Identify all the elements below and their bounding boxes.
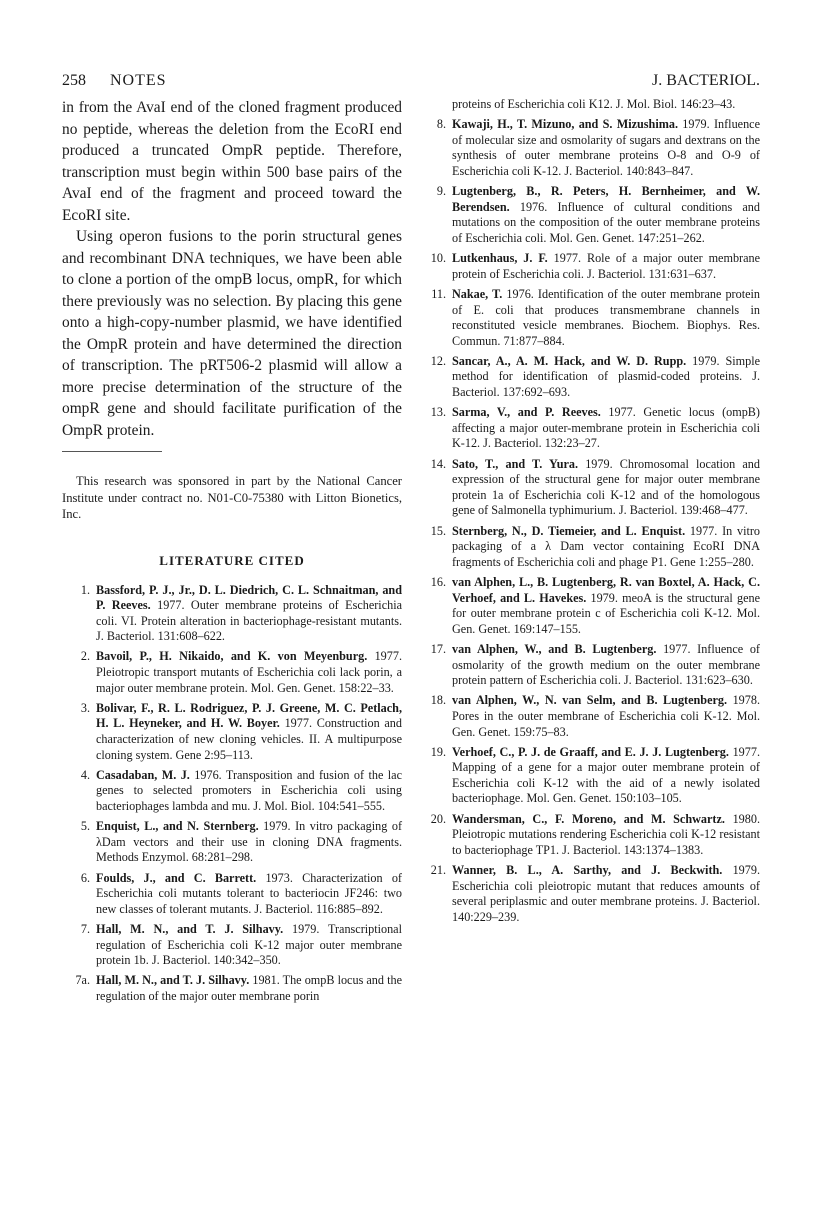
reference-details: 1979. Transcriptional regulation of Escherichia coli K-12 major outer membrane protein 1b. J. Bacteriol. 140:342–350. [96, 921, 402, 968]
reference-number: 4. [80, 767, 90, 782]
acknowledgement-note: This research was sponsored in part by the National Cancer Institute under contract no. N01-C0-75380 with Litton Bionetics, Inc. [62, 474, 402, 521]
literature-cited-heading: LITERATURE CITED [159, 552, 305, 568]
reference-authors: Nakae, T. [452, 286, 503, 301]
reference-item [62, 583, 402, 645]
reference-number: 18. [430, 693, 446, 708]
reference-item [418, 745, 760, 807]
reference-number: 2. [80, 649, 90, 664]
reference-details: 1979. Escherichia coli pleiotropic mutant that reduces amounts of several periplasmic and outer membrane proteins. J. Bacteriol. 140:229–239. [452, 863, 760, 924]
reference-item [62, 649, 402, 696]
reference-number: 12. [430, 353, 446, 368]
body-paragraph-2: Using operon fusions to the porin structural genes and recombinant DNA techniques, we have been able to clone a portion of the ompB locus, ompR, for which there previously was no selection. By placing this gene onto a high-copy-number plasmid, we have identified the OmpR protein and have determined the direction of transcription. The pRT506-2 plasmid will allow a more precise determination of the structure of the ompR gene and should facilitate purification of the OmpR protein. [62, 228, 402, 439]
reference-number: 7a. [75, 973, 90, 988]
reference-details: 1979. Simple method for identification of plasmid-coded proteins. J. Bacteriol. 137:692–693. [452, 353, 760, 400]
reference-authors: Lugtenberg, B., R. Peters, H. Bernheimer, and W. Berendsen. [452, 184, 760, 214]
reference-authors: Bassford, P. J., Jr., D. L. Diedrich, C. L. Schnaitman, and P. Reeves. [96, 582, 402, 613]
reference-item [62, 973, 402, 1004]
reference-authors: Sternberg, N., D. Tiemeier, and L. Enquist. [452, 523, 686, 538]
section-title: NOTES [110, 72, 167, 89]
reference-authors: Sancar, A., A. M. Hack, and W. D. Rupp. [452, 353, 687, 368]
reference-number: 7. [80, 921, 90, 936]
reference-item [418, 863, 760, 925]
reference-authors: van Alphen, W., N. van Selm, and B. Lugtenberg. [452, 693, 728, 708]
reference-details: 1979. meoA is the structural gene for outer membrane protein c of Escherichia coli K-12. Mol. Gen. Genet. 169:147–155. [452, 590, 760, 636]
page-header [62, 72, 760, 92]
reference-number: 15. [430, 523, 446, 538]
reference-number: 3. [80, 700, 90, 715]
reference-authors: Sato, T., and T. Yura. [452, 456, 579, 471]
reference-number: 13. [430, 405, 446, 420]
reference-details: 1977. Mapping of a gene for a major outer membrane protein of Escherichia coli K-12 with the aid of a newly isolated bacteriophage. Mol. Gen. Genet. 150:103–105. [452, 744, 760, 806]
reference-details: 1978. Pores in the outer membrane of Escherichia coli K-12. Mol. Gen. Genet. 159:75–83. [452, 693, 761, 739]
reference-authors: Bolivar, F., R. L. Rodriguez, P. J. Greene, M. C. Petlach, H. L. Heyneker, and H. W. Boyer. [96, 700, 402, 731]
reference-authors: Verhoef, C., P. J. de Graaff, and E. J. J. Lugtenberg. [452, 744, 729, 759]
reference-item [418, 642, 760, 689]
reference-number: 6. [80, 870, 90, 885]
reference-details: 1979. In vitro packaging of λDam vectors and their use in cloning DNA fragments. Methods Enzymol. 68:281–298. [96, 819, 402, 865]
reference-item [62, 768, 402, 815]
reference-authors: Hall, M. N., and T. J. Silhavy. [96, 921, 284, 936]
reference-number: 5. [80, 819, 90, 834]
reference-authors: Hall, M. N., and T. J. Silhavy. [96, 973, 250, 988]
reference-item [62, 871, 402, 918]
reference-authors: van Alphen, L., B. Lugtenberg, R. van Boxtel, A. Hack, C. Verhoef, and L. Havekes. [452, 574, 760, 605]
reference-list-left [62, 583, 402, 1005]
reference-details: 1979. Influence of molecular size and osmolarity of sugars and dextrans on the synthesis of outer membrane proteins O-8 and O-9 of Escherichia coli K-12. J. Bacteriol. 140:843–847. [452, 117, 760, 178]
reference-item [418, 524, 760, 571]
reference-details: 1977. Pleiotropic transport mutants of Escherichia coli lack porin, a major outer membrane protein. Mol. Gen. Genet. 158:22–33. [96, 649, 403, 695]
reference-details: 1979. Chromosomal location and expression of the structural gene for major outer membrane protein 1a of Escherichia coli K-12 and of the homologous gene of Salmonella typhimurium. J. Bacteriol. 139:468–477. [452, 456, 760, 518]
reference-item [418, 117, 760, 179]
reference-number: 8. [436, 117, 446, 132]
journal-name: J. BACTERIOL. [652, 72, 760, 89]
reference-number: 9. [436, 184, 446, 199]
reference-item [62, 922, 402, 969]
reference-details: 1976. Identification of the outer membrane protein of E. coli that produces transmembrane channels in reconstituted vesicle membranes. Biochem. Biophys. Res. Commun. 71:877–884. [452, 286, 760, 348]
reference-item [418, 354, 760, 401]
reference-number: 11. [431, 286, 446, 301]
reference-details: 1977. Role of a major outer membrane protein of Escherichia coli. J. Bacteriol. 131:631–637. [452, 251, 761, 281]
left-column [62, 97, 402, 1009]
reference-item [418, 812, 760, 859]
reference-authors: Enquist, L., and N. Sternberg. [96, 819, 259, 834]
reference-authors: van Alphen, W., and B. Lugtenberg. [452, 641, 657, 656]
reference-item [418, 405, 760, 452]
reference-number: 19. [430, 744, 446, 759]
reference-item [418, 575, 760, 637]
right-column [418, 97, 760, 930]
reference-list-right [418, 117, 760, 925]
reference-authors: Casadaban, M. J. [96, 767, 190, 782]
reference-details: 1981. The ompB locus and the regulation of the major outer membrane porin [96, 973, 402, 1003]
reference-item [418, 287, 760, 349]
reference-details: 1973. Characterization of Escherichia coli mutants tolerant to bacteriocin JF246: two new classes of tolerant mutants. J. Bacteriol. 116:885–892. [96, 870, 402, 916]
reference-item [62, 701, 402, 763]
reference-continuation: proteins of Escherichia coli K12. J. Mol. Biol. 146:23–43. [452, 97, 736, 111]
reference-authors: Lutkenhaus, J. F. [452, 251, 548, 266]
reference-details: 1980. Pleiotropic mutations rendering Escherichia coli K-12 resistant to bacteriophage TP1. J. Bacteriol. 143:1374–1383. [452, 811, 761, 857]
reference-number: 1. [80, 582, 90, 597]
reference-authors: Foulds, J., and C. Barrett. [96, 870, 257, 885]
reference-authors: Sarma, V., and P. Reeves. [452, 405, 601, 420]
footnote-rule [62, 451, 162, 452]
reference-number: 21. [430, 863, 446, 878]
reference-number: 10. [430, 251, 446, 266]
reference-authors: Bavoil, P., H. Nikaido, and K. von Meyenburg. [96, 649, 368, 664]
reference-number: 14. [430, 456, 446, 471]
reference-details: 1976. Transposition and fusion of the lac genes to selected promoters in Escherichia coli using bacteriophages lambda and mu. J. Mol. Biol. 104:541–555. [96, 767, 402, 813]
reference-item [418, 251, 760, 282]
reference-item [418, 457, 760, 519]
body-paragraph-1: in from the AvaI end of the cloned fragment produced no peptide, whereas the deletion from the EcoRI end produced a truncated OmpR peptide. Therefore, transcription must begin within 500 base pairs of the AvaI end of the fragment and proceed toward the EcoRI site. [62, 99, 402, 224]
reference-authors: Wanner, B. L., A. Sarthy, and J. Beckwith. [452, 863, 723, 878]
reference-item [418, 184, 760, 246]
reference-authors: Wandersman, C., F. Moreno, and M. Schwartz. [452, 811, 725, 826]
reference-details: 1977. Influence of osmolarity of the growth medium on the outer membrane protein pattern of Escherichia coli. J. Bacteriol. 131:623–630. [452, 641, 760, 688]
reference-item [418, 693, 760, 740]
reference-authors: Kawaji, H., T. Mizuno, and S. Mizushima. [452, 117, 678, 132]
reference-details: 1977. Construction and characterization of new cloning vehicles. II. A multipurpose cloning system. Gene 2:95–113. [96, 716, 402, 762]
reference-number: 16. [430, 574, 446, 589]
reference-details: 1977. Outer membrane proteins of Escherichia coli. VI. Protein alteration in bacteriophage-resistant mutants. J. Bacteriol. 131:608–622. [96, 598, 402, 644]
reference-details: 1977. In vitro packaging of a λ Dam vector containing EcoRI DNA fragments of Escherichia coli and phage P1. Gene 1:255–280. [452, 523, 760, 569]
reference-number: 17. [430, 641, 446, 656]
reference-details: 1976. Influence of cultural conditions and mutations on the composition of the outer membrane proteins of Escherichia coli. Mol. Gen. Genet. 147:251–262. [452, 199, 760, 245]
page-number: 258 [62, 72, 86, 89]
reference-details: 1977. Genetic locus (ompB) affecting a major outer-membrane protein in Escherichia coli K-12. J. Bacteriol. 132:23–27. [452, 405, 760, 451]
reference-number: 20. [430, 811, 446, 826]
reference-item [62, 819, 402, 866]
